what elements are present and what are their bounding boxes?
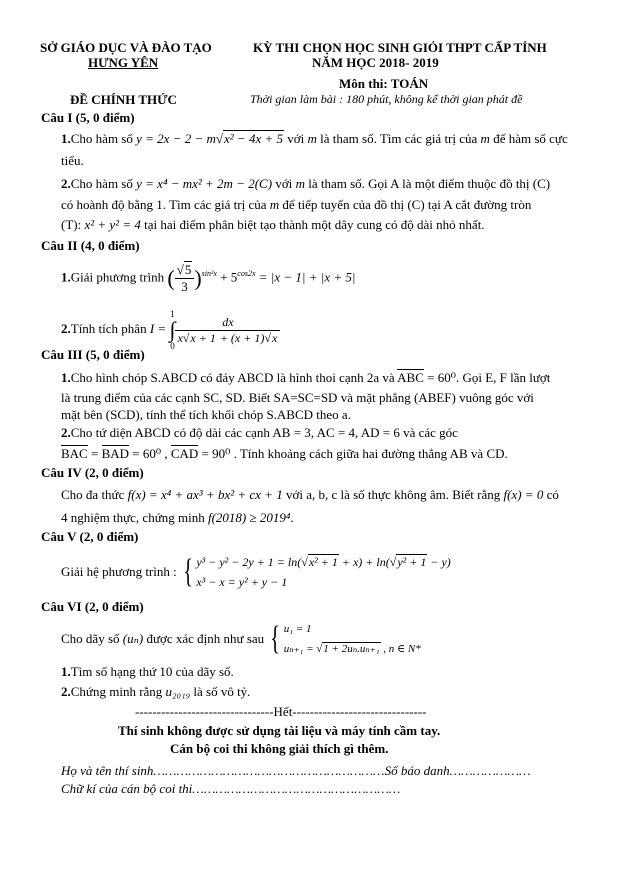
candidate-info-line: Họ và tên thí sinh……………………………………………………Số báo danh………………… <box>61 763 531 778</box>
school-year: NĂM HỌC 2018- 2019 <box>312 55 439 70</box>
q4-line1: Cho đa thức f(x) = x⁴ + ax³ + bx² + cx + 1 với a, b, c là số thực không âm. Biết rằng f(x) = 0 có <box>61 487 559 502</box>
q1-part1-line1: 1.Cho hàm số y = 2x − 2 − m√x² − 4x + 5 với m là tham số. Tìm các giá trị của m để hàm số cực <box>61 131 568 146</box>
footer-note-1: Thí sinh không được sử dụng tài liệu và máy tính cầm tay. <box>118 723 441 738</box>
q4-heading: Câu IV (2, 0 điểm) <box>41 465 144 480</box>
q1-part2-line1: 2.Cho hàm số y = x⁴ − mx² + 2m − 2(C) với m là tham số. Gọi A là một điểm thuộc đồ thị (C) <box>61 176 551 191</box>
q3-part2-line1: 2.Cho tứ diện ABCD có độ dài các cạnh AB = 3, AC = 4, AD = 6 và các góc <box>61 425 458 440</box>
department-name: SỞ GIÁO DỤC VÀ ĐÀO TẠO <box>40 40 212 55</box>
q3-part1-line3: mặt bên (SCD), tính thể tích khối chóp S.ABCD theo a. <box>61 407 351 422</box>
q3-part1-line1: 1.Cho hình chóp S.ABCD có đáy ABCD là hình thoi cạnh 2a và ABC = 60⁰. Gọi E, F lần lượt <box>61 370 551 385</box>
q3-heading: Câu III (5, 0 điểm) <box>41 347 145 362</box>
supervisor-signature-line: Chữ kí của cán bộ coi thi……………………………………………… <box>61 781 401 796</box>
q2-part1: 1.Giải phương trình ( $\frac{√5}{3}$ )$^{sin^2x} + 5^{cos2x} = |x - 1| + |x + 5|$ <box>61 262 356 294</box>
q5-system: Giải hệ phương trình : { y³ − y² − 2y + 1 = ln(√x² + 1 + x) + ln(√y² + 1 − y) x³ − x = y² + y − 1 <box>61 553 451 590</box>
q1-part1-line2: tiểu. <box>61 153 84 168</box>
q3-part2-line2: BAC = BAD = 60⁰ , CAD = 90⁰ . Tính khoảng cách giữa hai đường thẳng AB và CD. <box>61 446 508 461</box>
exam-title: KỲ THI CHỌN HỌC SINH GIỎI THPT CẤP TỈNH <box>253 40 547 55</box>
end-marker: --------------------------------Hết------------------------------- <box>135 704 427 719</box>
subject: Môn thi: TOÁN <box>339 76 429 91</box>
q2-heading: Câu II (4, 0 điểm) <box>41 238 140 253</box>
q1-heading: Câu I (5, 0 điểm) <box>41 110 135 125</box>
q4-line2: 4 nghiệm thực, chứng minh f(2018) ≥ 2019⁴. <box>61 510 294 525</box>
time-note: Thời gian làm bài : 180 phút, không kể thời gian phát đề <box>250 92 523 106</box>
q5-heading: Câu V (2, 0 điểm) <box>41 529 139 544</box>
footer-note-2: Cán bộ coi thi không giải thích gì thêm. <box>170 741 389 756</box>
q6-part2: 2.Chứng minh rằng u₂₀₁₉ là số vô tỷ. <box>61 684 251 699</box>
q1-part2-line2: có hoành độ bằng 1. Tìm các giá trị của m để tiếp tuyến của đồ thị (C) tại A cắt đường tròn <box>61 197 532 212</box>
q6-definition: Cho dãy số (uₙ) được xác định như sau { u₁ = 1 uₙ₊₁ = √1 + 2uₙ.uₙ₊₁ , n ∈ N* <box>61 620 421 657</box>
q6-heading: Câu VI (2, 0 điểm) <box>41 599 144 614</box>
q2-part2: 2.Tính tích phân I = 1 ∫ 0 $\frac{dx}{x√x + 1 + (x + 1)√x}$ <box>61 309 280 351</box>
q1-part2-line3: (T): x² + y² = 4 tại hai điểm phân biệt tạo thành một dây cung có độ dài nhỏ nhất. <box>61 217 485 232</box>
q6-part1: 1.Tìm số hạng thứ 10 của dãy số. <box>61 664 234 679</box>
official-label: ĐỀ CHÍNH THỨC <box>70 92 177 107</box>
province-name: HƯNG YÊN <box>88 55 159 70</box>
q3-part1-line2: là trung điểm của các cạnh SC, SD. Biết SA=SC=SD và mặt phẳng (ABEF) vuông góc với <box>61 390 534 405</box>
